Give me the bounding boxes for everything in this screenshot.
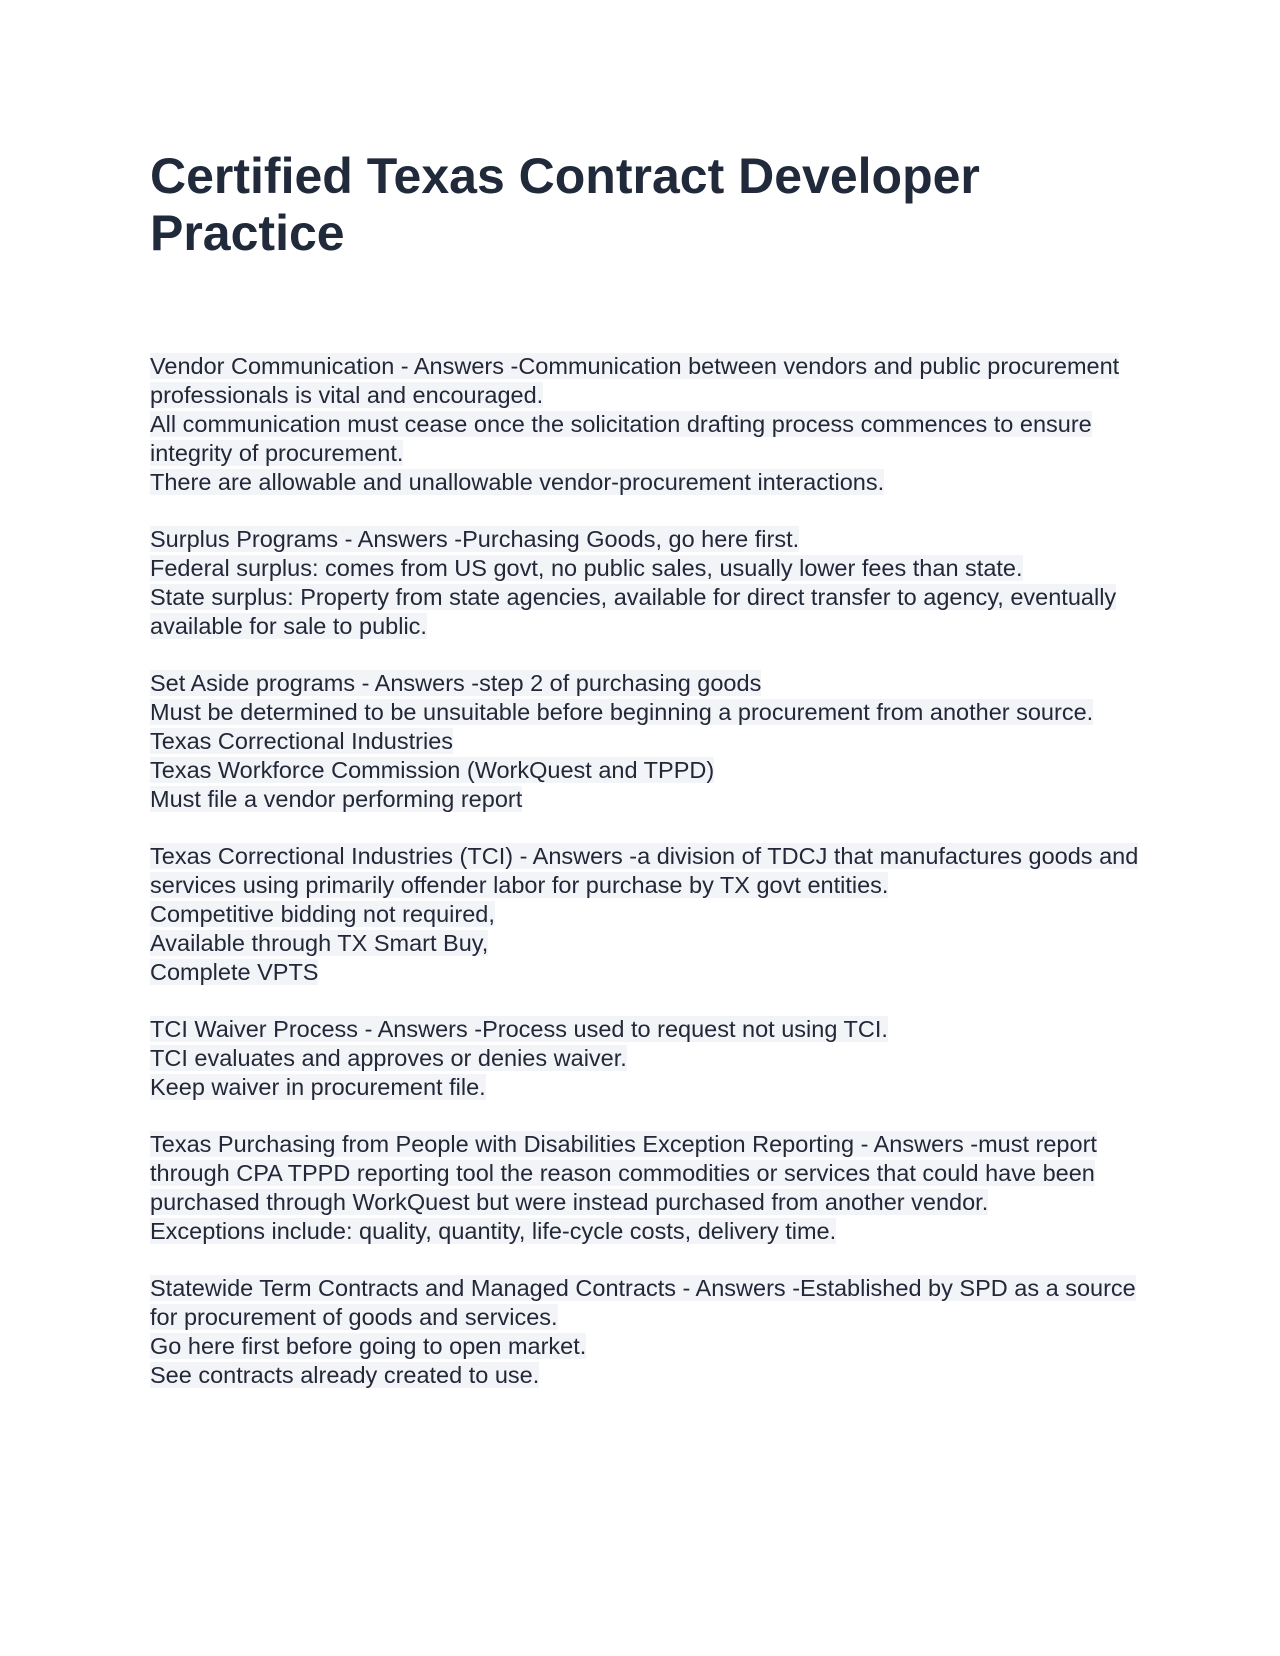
entry-line: Set Aside programs - Answers -step 2 of purchasing goods bbox=[150, 670, 762, 696]
entry-line: TCI Waiver Process - Answers -Process used to request not using TCI. bbox=[150, 1016, 888, 1042]
entry-line: TCI evaluates and approves or denies waiver. bbox=[150, 1045, 627, 1071]
entry-tppd-exception-reporting bbox=[150, 1130, 1140, 1246]
entry-texas-correctional-industries bbox=[150, 842, 1140, 987]
entry-line: There are allowable and unallowable vendor-procurement interactions. bbox=[150, 469, 885, 495]
flashcard-list bbox=[150, 352, 1140, 1390]
entry-line: State surplus: Property from state agencies, available for direct transfer to agency, eventually available for sale to public. bbox=[150, 584, 1117, 639]
entry-line: Surplus Programs - Answers -Purchasing Goods, go here first. bbox=[150, 526, 800, 552]
entry-line: Texas Workforce Commission (WorkQuest and TPPD) bbox=[150, 757, 715, 783]
entry-line: Statewide Term Contracts and Managed Contracts - Answers -Established by SPD as a source for procurement of goods and services. bbox=[150, 1275, 1136, 1330]
entry-statewide-term-contracts bbox=[150, 1274, 1140, 1390]
entry-line: See contracts already created to use. bbox=[150, 1362, 540, 1388]
entry-set-aside-programs bbox=[150, 669, 1140, 814]
entry-line: Available through TX Smart Buy, bbox=[150, 930, 489, 956]
entry-line: Vendor Communication - Answers -Communication between vendors and public procurement professionals is vital and encouraged. bbox=[150, 353, 1120, 408]
entry-line: Texas Purchasing from People with Disabilities Exception Reporting - Answers -must report through CPA TPPD reporting tool the reason commodities or services that could have been purchased through WorkQuest but were instead purchased from another vendor. bbox=[150, 1131, 1097, 1215]
document-page bbox=[150, 148, 1140, 1418]
entry-line: Competitive bidding not required, bbox=[150, 901, 495, 927]
entry-vendor-communication bbox=[150, 352, 1140, 497]
entry-line: All communication must cease once the solicitation drafting process commences to ensure integrity of procurement. bbox=[150, 411, 1092, 466]
entry-line: Keep waiver in procurement file. bbox=[150, 1074, 486, 1100]
entry-line: Texas Correctional Industries (TCI) - Answers -a division of TDCJ that manufactures goods and services using primarily offender labor for purchase by TX govt entities. bbox=[150, 843, 1139, 898]
entry-line: Complete VPTS bbox=[150, 959, 319, 985]
entry-line: Must file a vendor performing report bbox=[150, 786, 523, 812]
entry-line: Exceptions include: quality, quantity, life-cycle costs, delivery time. bbox=[150, 1218, 837, 1244]
entry-line: Texas Correctional Industries bbox=[150, 728, 454, 754]
page-title: Certified Texas Contract Developer Practice bbox=[150, 148, 980, 261]
entry-line: Go here first before going to open market. bbox=[150, 1333, 587, 1359]
entry-surplus-programs bbox=[150, 525, 1140, 641]
entry-tci-waiver-process bbox=[150, 1015, 1140, 1102]
entry-line: Federal surplus: comes from US govt, no public sales, usually lower fees than state. bbox=[150, 555, 1023, 581]
entry-line: Must be determined to be unsuitable before beginning a procurement from another source. bbox=[150, 699, 1094, 725]
